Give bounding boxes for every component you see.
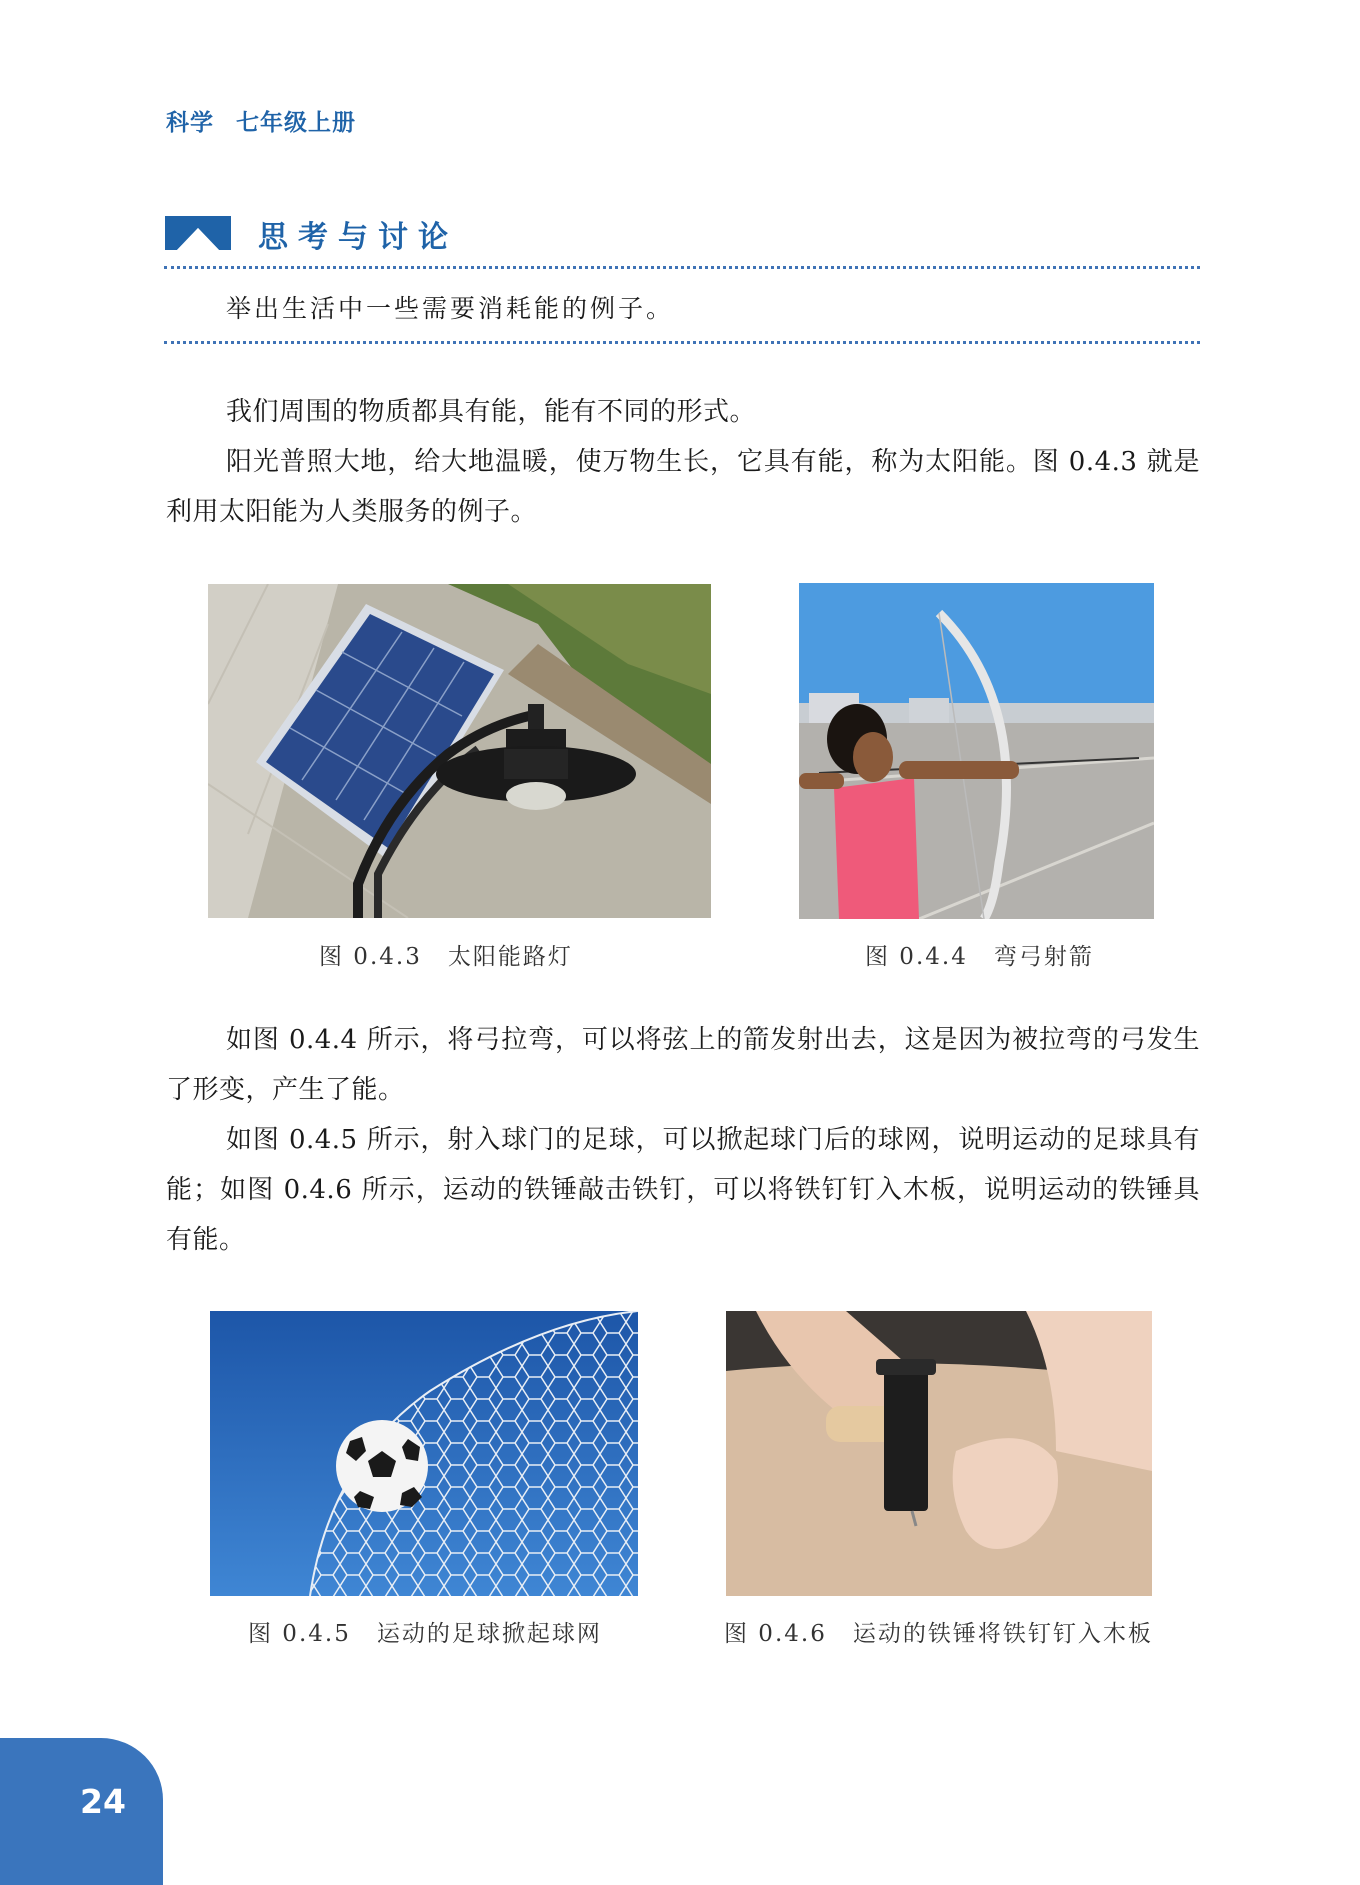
figure-number: 图 0.4.5 — [248, 1621, 351, 1647]
figure-number: 图 0.4.6 — [724, 1621, 827, 1647]
figure-caption-0-4-6 — [724, 1615, 1153, 1648]
hammer-nail-photo — [726, 1311, 1152, 1596]
paragraph-2: 阳光普照大地，给大地温暖，使万物生长，它具有能，称为太阳能。图 0.4.3 就是利用太阳能为人类服务的例子。 — [166, 447, 1200, 527]
page-header — [166, 104, 356, 137]
solar-streetlight-photo — [208, 584, 711, 918]
figure-label: 运动的铁锤将铁钉钉入木板 — [852, 1621, 1153, 1647]
page-number: 24 — [80, 1782, 126, 1821]
subject-label: 科学 — [166, 110, 214, 136]
archery-photo — [799, 583, 1154, 919]
discussion-title: 思考与讨论 — [258, 220, 458, 255]
mountain-icon — [165, 216, 231, 250]
paragraph-1: 我们周围的物质都具有能，能有不同的形式。 — [226, 397, 757, 427]
football-net-photo — [210, 1311, 638, 1596]
figure-caption-0-4-4 — [865, 938, 1094, 971]
figure-label: 太阳能路灯 — [447, 944, 573, 970]
figure-number: 图 0.4.3 — [319, 944, 422, 970]
discussion-prompt: 举出生活中一些需要消耗能的例子。 — [226, 294, 675, 323]
divider-top — [164, 266, 1200, 269]
figure-label: 运动的足球掀起球网 — [376, 1621, 602, 1647]
figure-caption-0-4-5 — [248, 1615, 602, 1648]
figure-number: 图 0.4.4 — [865, 944, 968, 970]
figure-caption-0-4-3 — [319, 938, 573, 971]
paragraph-3: 如图 0.4.4 所示，将弓拉弯，可以将弦上的箭发射出去，这是因为被拉弯的弓发生了形变，产生了能。 — [166, 1025, 1200, 1105]
paragraph-4: 如图 0.4.5 所示，射入球门的足球，可以掀起球门后的球网，说明运动的足球具有能；如图 0.4.6 所示，运动的铁锤敲击铁钉，可以将铁钉钉入木板，说明运动的铁锤具有能。 — [166, 1125, 1200, 1255]
divider-bottom — [164, 341, 1200, 344]
grade-label: 七年级上册 — [236, 110, 356, 136]
figure-label: 弯弓射箭 — [993, 944, 1094, 970]
